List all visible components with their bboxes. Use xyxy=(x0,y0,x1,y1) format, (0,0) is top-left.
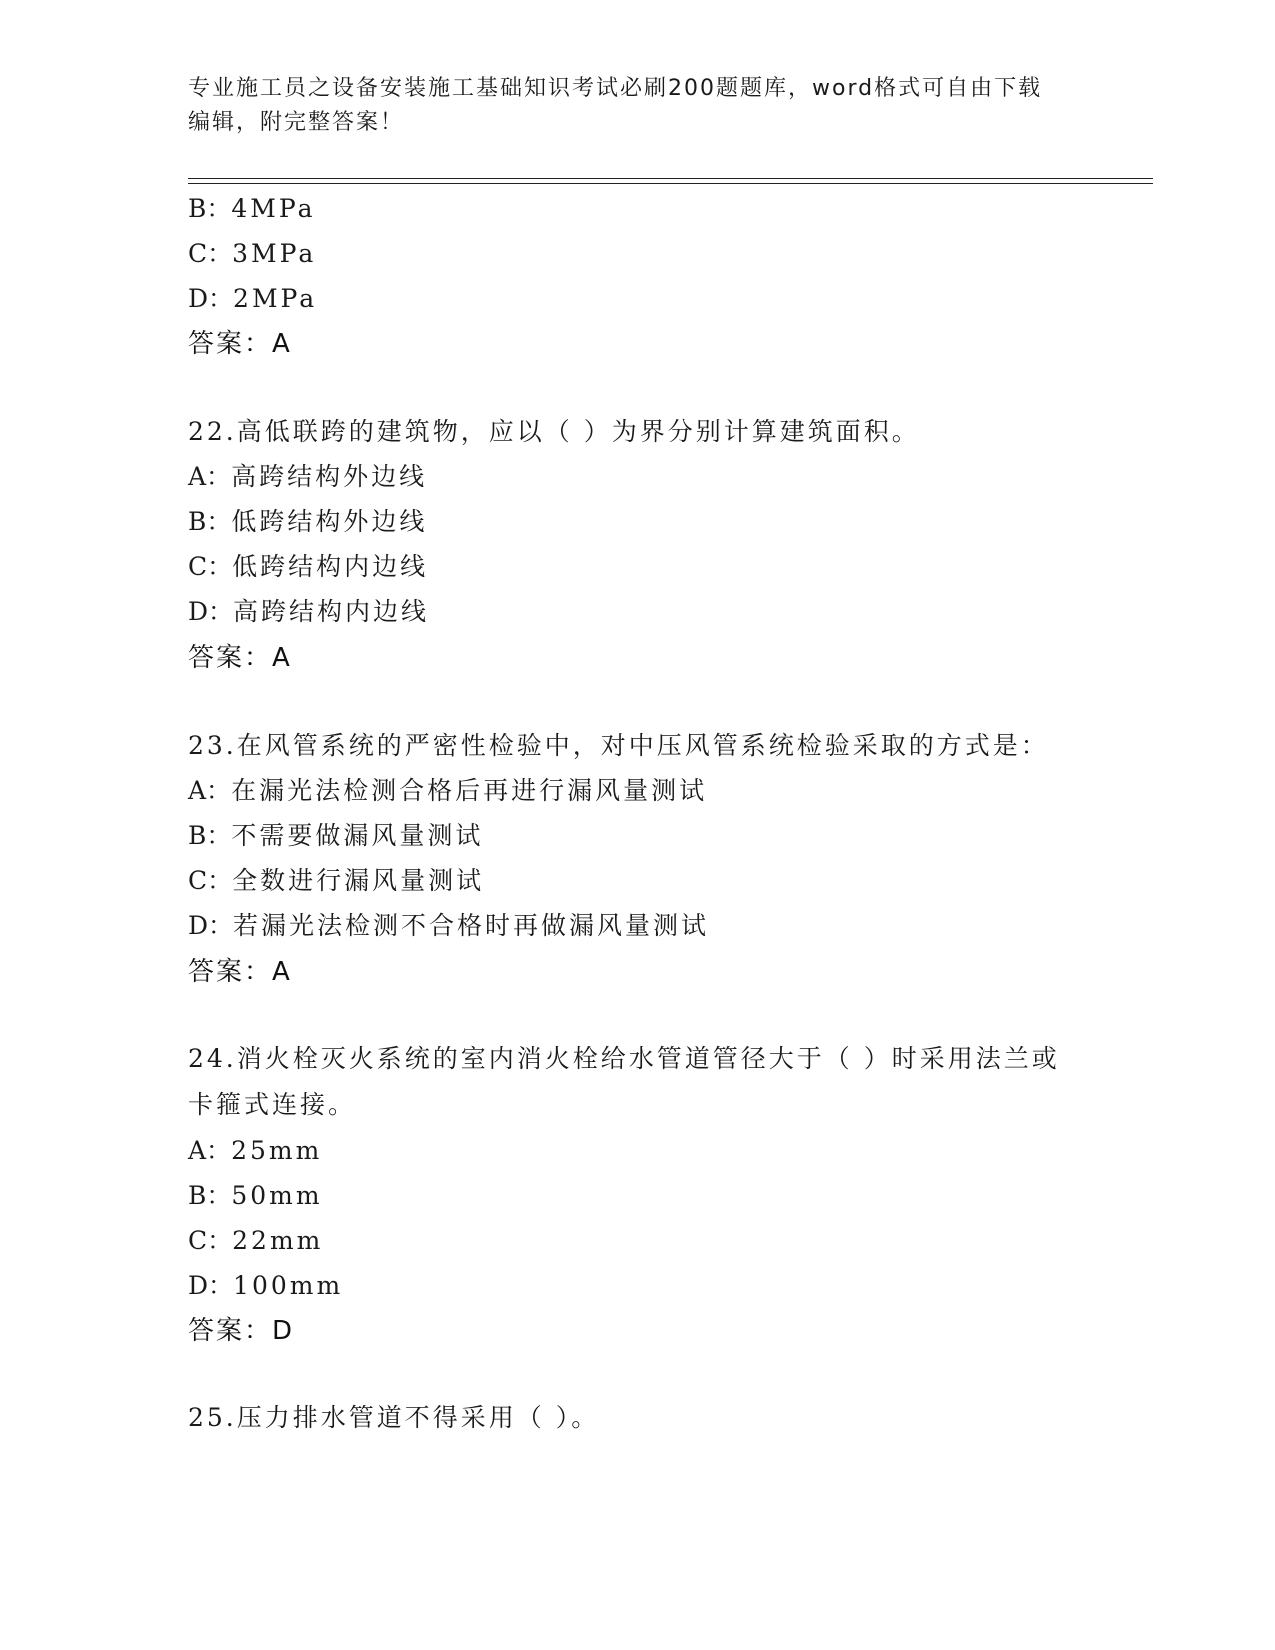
question-25-text: 25.压力排水管道不得采用（ ）。 xyxy=(188,1403,600,1432)
question-22-text: 22.高低联跨的建筑物，应以（ ）为界分别计算建筑面积。 xyxy=(188,417,920,446)
question-23-option-c: C：全数进行漏风量测试 xyxy=(188,866,485,895)
question-23-option-d: D：若漏光法检测不合格时再做漏风量测试 xyxy=(188,911,710,940)
question-24-option-c: C：22mm xyxy=(188,1226,324,1255)
question-23-answer: 答案：A xyxy=(188,957,292,987)
header-divider-bottom xyxy=(188,183,1153,184)
question-24-option-d: D：100mm xyxy=(188,1271,344,1300)
option-b: B：4MPa xyxy=(188,194,316,223)
option-c: C：3MPa xyxy=(188,239,317,268)
question-23-text: 23.在风管系统的严密性检验中，对中压风管系统检验采取的方式是： xyxy=(188,731,1049,760)
question-24-answer: 答案：D xyxy=(188,1316,295,1346)
question-22-option-c: C：低跨结构内边线 xyxy=(188,552,429,581)
question-22-option-d: D：高跨结构内边线 xyxy=(188,597,430,626)
document-header xyxy=(188,72,1068,140)
question-22-option-b: B：低跨结构外边线 xyxy=(188,507,428,536)
header-divider-top xyxy=(188,178,1153,179)
option-d: D：2MPa xyxy=(188,284,318,313)
question-24-option-b: B：50mm xyxy=(188,1181,323,1210)
question-22-answer: 答案：A xyxy=(188,643,292,673)
question-23-option-a: A：在漏光法检测合格后再进行漏风量测试 xyxy=(188,776,708,805)
header-line-2: 编辑，附完整答案！ xyxy=(188,110,405,135)
question-22-option-a: A：高跨结构外边线 xyxy=(188,462,428,491)
question-24-option-a: A：25mm xyxy=(188,1136,323,1165)
header-line-1: 专业施工员之设备安装施工基础知识考试必刷200题题库，word格式可自由下载 xyxy=(188,76,1043,101)
answer-line: 答案：A xyxy=(188,329,292,359)
question-23-option-b: B：不需要做漏风量测试 xyxy=(188,821,484,850)
question-24-text: 24.消火栓灭火系统的室内消火栓给水管道管径大于（ ）时采用法兰或卡箍式连接。 xyxy=(188,1044,1060,1119)
